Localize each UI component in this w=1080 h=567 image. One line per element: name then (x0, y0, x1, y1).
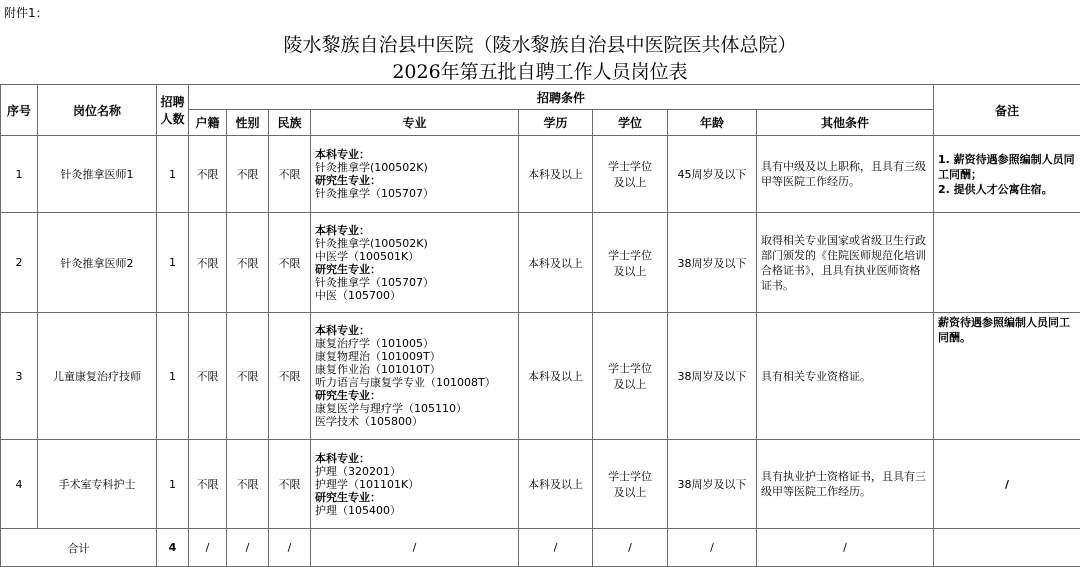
row-ethnicity: 不限 (269, 440, 311, 529)
header-quota: 招聘人数 (157, 85, 189, 136)
major-line: 听力语言与康复学专业（101008T） (315, 376, 518, 389)
row-age: 38周岁及以下 (668, 313, 757, 440)
row-age: 38周岁及以下 (668, 440, 757, 529)
row-quota: 1 (157, 136, 189, 213)
row-quota: 1 (157, 213, 189, 313)
row-major (311, 440, 519, 529)
row-major (311, 313, 519, 440)
table-row (1, 313, 1080, 440)
row-ethnicity: 不限 (269, 313, 311, 440)
row-seq: 4 (1, 440, 38, 529)
row-post-name: 针灸推拿医师1 (38, 136, 157, 213)
total-household: / (189, 529, 227, 567)
row-major (311, 213, 519, 313)
header-ethnicity: 民族 (269, 110, 311, 136)
row-gender: 不限 (227, 213, 269, 313)
major-line: 中医学（100501K） (315, 250, 518, 263)
header-other: 其他条件 (757, 110, 934, 136)
total-quota: 4 (157, 529, 189, 567)
row-gender: 不限 (227, 313, 269, 440)
row-major (311, 136, 519, 213)
row-quota: 1 (157, 313, 189, 440)
row-education: 本科及以上 (519, 213, 593, 313)
row-degree: 学士学位及以上 (593, 136, 668, 213)
major-line: 研究生专业： (315, 263, 518, 276)
row-post-name: 手术室专科护士 (38, 440, 157, 529)
row-post-name: 儿童康复治疗技师 (38, 313, 157, 440)
remarks-cell-4: / (934, 440, 1080, 529)
table-row (1, 136, 1080, 213)
major-line: 研究生专业： (315, 491, 518, 504)
header-degree: 学位 (593, 110, 668, 136)
major-line: 本科专业： (315, 148, 518, 161)
row-quota: 1 (157, 440, 189, 529)
row-other-conditions: 取得相关专业国家或省级卫生行政部门颁发的《住院医师规范化培训合格证书》，且具有执业医师资格证书。 (757, 213, 934, 313)
header-conditions: 招聘条件 (189, 85, 934, 110)
total-gender: / (227, 529, 269, 567)
row-degree: 学士学位及以上 (593, 213, 668, 313)
total-age: / (668, 529, 757, 567)
row-education: 本科及以上 (519, 136, 593, 213)
table-row (1, 440, 1080, 529)
total-major: / (311, 529, 519, 567)
total-other: / (757, 529, 934, 567)
major-line: 本科专业： (315, 324, 518, 337)
remarks-cell-3 (934, 313, 1080, 440)
header-seq: 序号 (1, 85, 38, 136)
major-line: 护理（105400） (315, 504, 518, 517)
major-line: 医学技术（105800） (315, 415, 518, 428)
total-label: 合计 (1, 529, 157, 567)
row-household: 不限 (189, 313, 227, 440)
major-line: 护理学（101101K） (315, 478, 518, 491)
positions-table (0, 84, 1080, 567)
remark-line: 2. 提供人才公寓住宿。 (938, 182, 1080, 197)
major-line: 康复医学与理疗学（105110） (315, 402, 518, 415)
row-other-conditions: 具有中级及以上职称，且具有三级甲等医院工作经历。 (757, 136, 934, 213)
major-line: 研究生专业： (315, 389, 518, 402)
header-post-name: 岗位名称 (38, 85, 157, 136)
row-seq: 2 (1, 213, 38, 313)
major-line: 研究生专业： (315, 174, 518, 187)
major-line: 本科专业： (315, 224, 518, 237)
row-age: 38周岁及以下 (668, 213, 757, 313)
row-other-conditions: 具有相关专业资格证。 (757, 313, 934, 440)
row-seq: 3 (1, 313, 38, 440)
total-ethnicity: / (269, 529, 311, 567)
total-remarks (934, 529, 1080, 567)
header-remarks: 备注 (934, 85, 1080, 136)
row-seq: 1 (1, 136, 38, 213)
header-age: 年龄 (668, 110, 757, 136)
document-subtitle: 2026年第五批自聘工作人员岗位表 (0, 57, 1080, 84)
row-household: 不限 (189, 136, 227, 213)
row-education: 本科及以上 (519, 440, 593, 529)
major-line: 康复作业治（101010T） (315, 363, 518, 376)
table-row (1, 213, 1080, 313)
row-household: 不限 (189, 440, 227, 529)
major-line: 针灸推拿学（105707） (315, 276, 518, 289)
major-line: 康复物理治（101009T） (315, 350, 518, 363)
major-line: 本科专业： (315, 452, 518, 465)
row-gender: 不限 (227, 136, 269, 213)
total-education: / (519, 529, 593, 567)
remark-line: 1. 薪资待遇参照编制人员同工同酬； (938, 152, 1080, 182)
row-post-name: 针灸推拿医师2 (38, 213, 157, 313)
total-degree: / (593, 529, 668, 567)
header-major: 专业 (311, 110, 519, 136)
major-line: 护理（320201） (315, 465, 518, 478)
row-age: 45周岁及以下 (668, 136, 757, 213)
row-ethnicity: 不限 (269, 136, 311, 213)
major-line: 中医（105700） (315, 289, 518, 302)
major-line: 针灸推拿学（105707） (315, 187, 518, 200)
total-row (1, 529, 1080, 567)
header-gender: 性别 (227, 110, 269, 136)
row-gender: 不限 (227, 440, 269, 529)
row-degree: 学士学位及以上 (593, 313, 668, 440)
major-line: 康复治疗学（101005） (315, 337, 518, 350)
header-education: 学历 (519, 110, 593, 136)
header-household: 户籍 (189, 110, 227, 136)
remark-line: 薪资待遇参照编制人员同工同酬。 (938, 315, 1080, 345)
row-household: 不限 (189, 213, 227, 313)
major-line: 针灸推拿学(100502K) (315, 237, 518, 250)
attachment-label: 附件1： (4, 4, 48, 21)
row-education: 本科及以上 (519, 313, 593, 440)
row-ethnicity: 不限 (269, 213, 311, 313)
major-line: 针灸推拿学(100502K) (315, 161, 518, 174)
row-other-conditions: 具有执业护士资格证书，且具有三级甲等医院工作经历。 (757, 440, 934, 529)
remarks-cell-2 (934, 213, 1080, 313)
remarks-cell-1 (934, 136, 1080, 213)
document-title: 陵水黎族自治县中医院（陵水黎族自治县中医院医共体总院） (0, 30, 1080, 57)
row-degree: 学士学位及以上 (593, 440, 668, 529)
